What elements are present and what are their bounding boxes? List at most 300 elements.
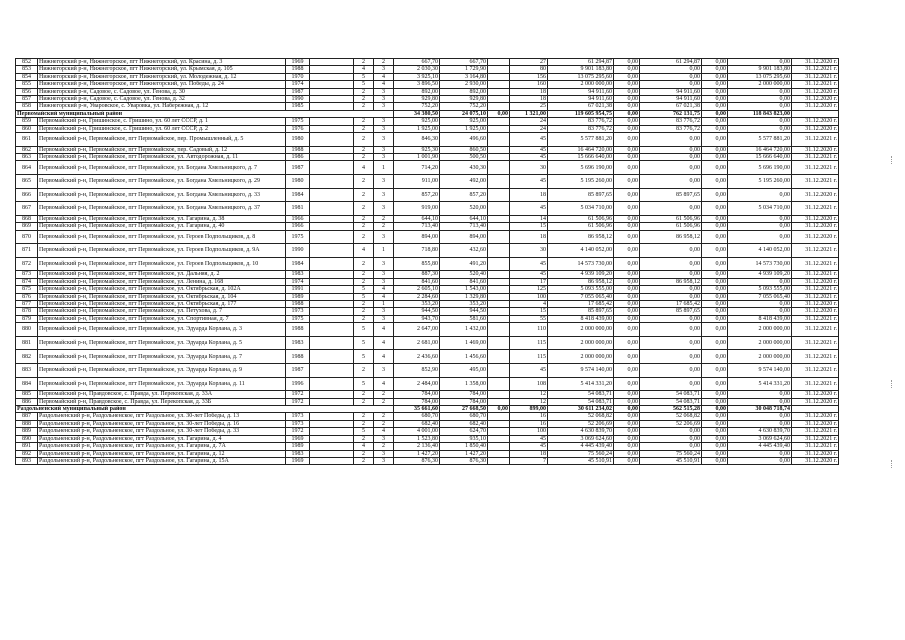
budget-cost: 0,00 [640,154,702,161]
entrances: 4 [374,350,394,364]
living-area: 644,10 [440,215,488,222]
living-area: 520,40 [440,271,488,278]
district-name: Раздольненский муниципальный район [16,406,394,413]
total-cost: 8 418 439,00 [548,315,614,322]
row-number: 866 [16,188,38,202]
residents: 15 [510,308,548,315]
budget-cost: 0,00 [640,81,702,88]
entrances: 4 [374,73,394,80]
budget-cost: 67 021,38 [640,103,702,110]
address: Первомайский р-н, Первомайское, пгт Первомайское, ул. Автодорожная, д. 11 [38,154,286,161]
living-area: 784,00 [440,391,488,398]
total-area: 1 925,00 [394,125,440,132]
living-area: 624,70 [440,428,488,435]
fund-cost: 0,00 [614,244,640,258]
residents: 80 [510,66,548,73]
col-area2 [488,315,510,322]
budget-cost: 0,00 [640,73,702,80]
total-area: 1 523,80 [394,435,440,442]
table-row [16,315,839,322]
living-area: 1 329,80 [440,293,488,300]
group-budget-cost: 762 131,75 [640,110,702,117]
floors: 2 [354,301,374,308]
col-area2 [488,377,510,391]
entrances: 3 [374,435,394,442]
deadline: 31.12.2020 г. [792,103,839,110]
floors: 4 [354,161,374,175]
deadline: 31.12.2020 г. [792,59,839,66]
row-number: 891 [16,443,38,450]
row-number: 861 [16,133,38,147]
total-cost: 13 075 295,60 [548,73,614,80]
table-row [16,133,839,147]
floors: 2 [354,315,374,322]
living-area: 876,30 [440,457,488,464]
budget-cost: 0,00 [640,271,702,278]
row-number: 854 [16,73,38,80]
row-number: 875 [16,286,38,293]
total-area: 892,00 [394,88,440,95]
budget-cost: 0,00 [640,146,702,153]
owner-cost: 0,00 [702,81,728,88]
col-area2 [488,103,510,110]
residents: 18 [510,450,548,457]
total-area: 911,00 [394,175,440,189]
reserve-cost: 0,00 [728,223,792,230]
year: 1988 [286,323,310,337]
deadline: 31.12.2021 г. [792,175,839,189]
group-residents: 1 321,00 [510,110,548,117]
deadline: 31.12.2020 г. [792,96,839,103]
table-row [16,293,839,300]
year: 1980 [286,175,310,189]
entrances: 3 [374,271,394,278]
address: Первомайский р-н, Первомайское, пгт Первомайское, ул. Эдуарда Корлана, д. 11 [38,377,286,391]
entrances: 2 [374,420,394,427]
row-number: 879 [16,315,38,322]
col-area2 [488,278,510,285]
row-number: 857 [16,96,38,103]
floors: 2 [354,103,374,110]
budget-cost: 0,00 [640,336,702,350]
entrances: 3 [374,188,394,202]
residents: 160 [510,81,548,88]
table-row [16,301,839,308]
address: Первомайский р-н, Первомайское, пгт Первомайское, ул. Героев Подпольщиков, д. 9А [38,244,286,258]
residents: 45 [510,271,548,278]
group-area2: 0,00 [488,110,510,117]
address: Нижнегорский р-н, Нижнегорское, пгт Нижнегорский, ул. Красина, д. 3 [38,59,286,66]
total-area: 2 484,00 [394,377,440,391]
fund-cost: 0,00 [614,257,640,271]
col-empty [310,391,354,398]
group-budget-cost: 562 515,28 [640,406,702,413]
fund-cost: 0,00 [614,59,640,66]
reserve-cost: 0,00 [728,125,792,132]
col-empty [310,73,354,80]
row-number: 885 [16,391,38,398]
residents: 27 [510,59,548,66]
total-cost: 5 034 710,00 [548,202,614,216]
owner-cost: 0,00 [702,308,728,315]
address: Нижнегорский р-н, Садовое, с. Садовое, ул. Генова, д. 30 [38,88,286,95]
owner-cost: 0,00 [702,146,728,153]
budget-cost: 75 560,24 [640,450,702,457]
row-number: 876 [16,293,38,300]
address: Первомайский р-н, Первомайское, пгт Первомайское, ул. Эдуарда Корлана, д. 7 [38,350,286,364]
deadline: 31.12.2021 г. [792,435,839,442]
owner-cost: 0,00 [702,286,728,293]
total-area: 3 896,50 [394,81,440,88]
residents: 110 [510,323,548,337]
table-row [16,66,839,73]
residents: 7 [510,457,548,464]
budget-cost: 0,00 [640,133,702,147]
fund-cost: 0,00 [614,154,640,161]
reserve-cost: 5 577 881,20 [728,133,792,147]
living-area: 2 930,00 [440,81,488,88]
year: 1973 [286,420,310,427]
total-cost: 2 000 000,00 [548,350,614,364]
deadline: 31.12.2021 г. [792,443,839,450]
budget-cost: 83 776,72 [640,118,702,125]
total-cost: 75 560,24 [548,450,614,457]
row-number: 874 [16,278,38,285]
reserve-cost: 4 630 839,70 [728,428,792,435]
reserve-cost: 0,00 [728,308,792,315]
floors: 5 [354,81,374,88]
owner-cost: 0,00 [702,125,728,132]
entrances: 3 [374,88,394,95]
fund-cost: 0,00 [614,215,640,222]
group-total-cost: 119 605 954,75 [548,110,614,117]
reserve-cost: 5 696 190,00 [728,161,792,175]
col-area2 [488,308,510,315]
year: 1988 [286,146,310,153]
deadline: 31.12.2021 г. [792,336,839,350]
budget-cost: 61 506,96 [640,223,702,230]
row-number: 882 [16,350,38,364]
col-empty [310,66,354,73]
total-cost: 61 506,96 [548,223,614,230]
entrances: 2 [374,391,394,398]
row-number: 881 [16,336,38,350]
fund-cost: 0,00 [614,315,640,322]
fund-cost: 0,00 [614,420,640,427]
col-area2 [488,154,510,161]
col-empty [310,308,354,315]
living-area: 492,00 [440,175,488,189]
reserve-cost: 0,00 [728,103,792,110]
col-empty [310,398,354,405]
row-number: 853 [16,66,38,73]
row-number: 886 [16,398,38,405]
total-area: 3 925,10 [394,73,440,80]
year: 1972 [286,398,310,405]
living-area: 495,00 [440,364,488,378]
fund-cost: 0,00 [614,286,640,293]
deadline: 31.12.2020 г. [792,230,839,244]
total-cost: 4 140 052,00 [548,244,614,258]
floors: 5 [354,286,374,293]
group-owner-cost: 0,00 [702,406,728,413]
deadline: 31.12.2021 г. [792,428,839,435]
floors: 5 [354,336,374,350]
fund-cost: 0,00 [614,301,640,308]
col-empty [310,103,354,110]
entrances: 3 [374,450,394,457]
total-cost: 5 577 881,20 [548,133,614,147]
fund-cost: 0,00 [614,443,640,450]
table-row [16,450,839,457]
col-empty [310,435,354,442]
residents: 24 [510,125,548,132]
col-area2 [488,286,510,293]
total-cost: 5 696 190,00 [548,161,614,175]
living-area: 1 729,90 [440,66,488,73]
total-cost: 5 414 331,20 [548,377,614,391]
table-row [16,323,839,337]
floors: 5 [354,293,374,300]
register-sheet [15,58,838,465]
entrances: 2 [374,59,394,66]
residents: 16 [510,420,548,427]
floors: 2 [354,230,374,244]
floors: 2 [354,125,374,132]
address: Раздольненский р-н, Раздольненское, пгт Раздольное, ул. 30-лет Победы, д. 16 [38,420,286,427]
table-row [16,457,839,464]
owner-cost: 0,00 [702,315,728,322]
residents: 100 [510,428,548,435]
deadline: 31.12.2020 г. [792,413,839,420]
group-deadline-empty [792,406,839,413]
budget-cost: 83 776,72 [640,125,702,132]
reserve-cost: 0,00 [728,230,792,244]
col-empty [310,420,354,427]
table-row [16,118,839,125]
table-row [16,161,839,175]
floors: 2 [354,118,374,125]
living-area: 581,60 [440,315,488,322]
table-row [16,175,839,189]
year: 1996 [286,377,310,391]
address: Нижнегорский р-н, Нижнегорское, пгт Нижнегорский, ул. Молодежная, д. 12 [38,73,286,80]
total-cost: 5 195 260,00 [548,175,614,189]
col-area2 [488,133,510,147]
deadline: 31.12.2020 г. [792,301,839,308]
total-cost: 61 506,96 [548,215,614,222]
address: Первомайский р-н, Первомайское, пгт Первомайское, ул. Богдана Хмельницкого, д. 7 [38,161,286,175]
owner-cost: 0,00 [702,161,728,175]
budget-cost: 0,00 [640,66,702,73]
floors: 5 [354,428,374,435]
reserve-cost: 8 418 439,00 [728,315,792,322]
table-row [16,420,839,427]
owner-cost: 0,00 [702,398,728,405]
total-area: 919,00 [394,202,440,216]
floors: 4 [354,443,374,450]
total-cost: 54 083,71 [548,391,614,398]
reserve-cost: 0,00 [728,457,792,464]
col-empty [310,350,354,364]
district-group-row [16,110,839,117]
budget-cost: 0,00 [640,443,702,450]
table-row [16,146,839,153]
budget-cost: 54 083,71 [640,398,702,405]
owner-cost: 0,00 [702,420,728,427]
living-area: 1 925,00 [440,125,488,132]
total-cost: 2 000 000,00 [548,81,614,88]
living-area: 841,60 [440,278,488,285]
deadline: 31.12.2021 г. [792,271,839,278]
col-area2 [488,175,510,189]
table-row [16,336,839,350]
year: 1984 [286,257,310,271]
reserve-cost: 0,00 [728,59,792,66]
group-reserve-cost: 30 048 718,74 [728,406,792,413]
owner-cost: 0,00 [702,278,728,285]
col-area2 [488,161,510,175]
floors: 2 [354,457,374,464]
fund-cost: 0,00 [614,435,640,442]
row-number: 872 [16,257,38,271]
year: 1989 [286,443,310,450]
group-residents: 899,00 [510,406,548,413]
fund-cost: 0,00 [614,161,640,175]
fund-cost: 0,00 [614,377,640,391]
deadline: 31.12.2021 г. [792,323,839,337]
address: Первомайский р-н, Первомайское, пгт Первомайское, ул. Богдана Хмельницкого, д. 33 [38,188,286,202]
year: 1966 [286,223,310,230]
reserve-cost: 0,00 [728,391,792,398]
fund-cost: 0,00 [614,81,640,88]
col-empty [310,118,354,125]
total-area: 925,00 [394,118,440,125]
col-empty [310,215,354,222]
floors: 2 [354,215,374,222]
col-area2 [488,118,510,125]
deadline: 31.12.2021 г. [792,364,839,378]
residents: 45 [510,435,548,442]
table-row [16,308,839,315]
entrances: 3 [374,364,394,378]
residents: 125 [510,286,548,293]
fund-cost: 0,00 [614,230,640,244]
row-number: 892 [16,450,38,457]
table-row [16,230,839,244]
total-cost: 94 911,60 [548,88,614,95]
deadline: 31.12.2020 г. [792,278,839,285]
table-row [16,428,839,435]
fund-cost: 0,00 [614,278,640,285]
row-number: 869 [16,223,38,230]
row-number: 880 [16,323,38,337]
reserve-cost: 4 140 052,00 [728,244,792,258]
total-cost: 3 069 624,60 [548,435,614,442]
owner-cost: 0,00 [702,350,728,364]
residents: 18 [510,188,548,202]
owner-cost: 0,00 [702,215,728,222]
reserve-cost: 0,00 [728,420,792,427]
living-area: 892,00 [440,88,488,95]
floors: 2 [354,257,374,271]
margin-mark [891,460,895,468]
year: 1987 [286,88,310,95]
living-area: 432,60 [440,244,488,258]
year: 1972 [286,391,310,398]
col-empty [310,223,354,230]
entrances: 4 [374,286,394,293]
fund-cost: 0,00 [614,118,640,125]
address: Первомайский р-н, Гришинское, с. Гришино, ул. 60 лет СССР, д. 2 [38,125,286,132]
address: Первомайский р-н, Первомайское, пгт Первомайское, ул. Спортивная, д. 7 [38,315,286,322]
floors: 2 [354,271,374,278]
row-number: 852 [16,59,38,66]
deadline: 31.12.2020 г. [792,215,839,222]
year: 1990 [286,244,310,258]
deadline: 31.12.2020 г. [792,146,839,153]
budget-cost: 85 897,65 [640,308,702,315]
col-empty [310,413,354,420]
table-row [16,278,839,285]
living-area: 3 164,80 [440,73,488,80]
year: 1970 [286,73,310,80]
col-empty [310,377,354,391]
year: 1974 [286,278,310,285]
living-area: 752,20 [440,103,488,110]
reserve-cost: 5 093 555,00 [728,286,792,293]
col-area2 [488,443,510,450]
address: Нижнегорский р-н, Садовое, с. Садовое, ул. Генова, д. 32 [38,96,286,103]
group-area2: 0,00 [488,406,510,413]
residents: 12 [510,391,548,398]
col-area2 [488,202,510,216]
deadline: 31.12.2021 г. [792,286,839,293]
col-empty [310,443,354,450]
owner-cost: 0,00 [702,118,728,125]
owner-cost: 0,00 [702,391,728,398]
total-cost: 54 083,71 [548,398,614,405]
budget-cost: 0,00 [640,350,702,364]
col-area2 [488,428,510,435]
reserve-cost: 0,00 [728,278,792,285]
residents: 30 [510,161,548,175]
living-area: 1 850,40 [440,443,488,450]
col-empty [310,293,354,300]
residents: 45 [510,364,548,378]
deadline: 31.12.2021 г. [792,73,839,80]
address: Раздольненский р-н, Раздольненское, пгт Раздольное, ул. Гагарина, д. 4 [38,435,286,442]
residents: 17 [510,278,548,285]
deadline: 31.12.2021 г. [792,315,839,322]
floors: 2 [354,154,374,161]
table-row [16,223,839,230]
col-area2 [488,96,510,103]
floors: 2 [354,308,374,315]
entrances: 2 [374,413,394,420]
reserve-cost: 0,00 [728,88,792,95]
owner-cost: 0,00 [702,323,728,337]
total-cost: 4 630 839,70 [548,428,614,435]
living-area: 713,40 [440,223,488,230]
total-cost: 67 021,38 [548,103,614,110]
budget-cost: 0,00 [640,286,702,293]
row-number: 893 [16,457,38,464]
year: 1988 [286,350,310,364]
total-cost: 16 464 720,00 [548,146,614,153]
budget-cost: 61 294,87 [640,59,702,66]
budget-cost: 86 958,12 [640,230,702,244]
